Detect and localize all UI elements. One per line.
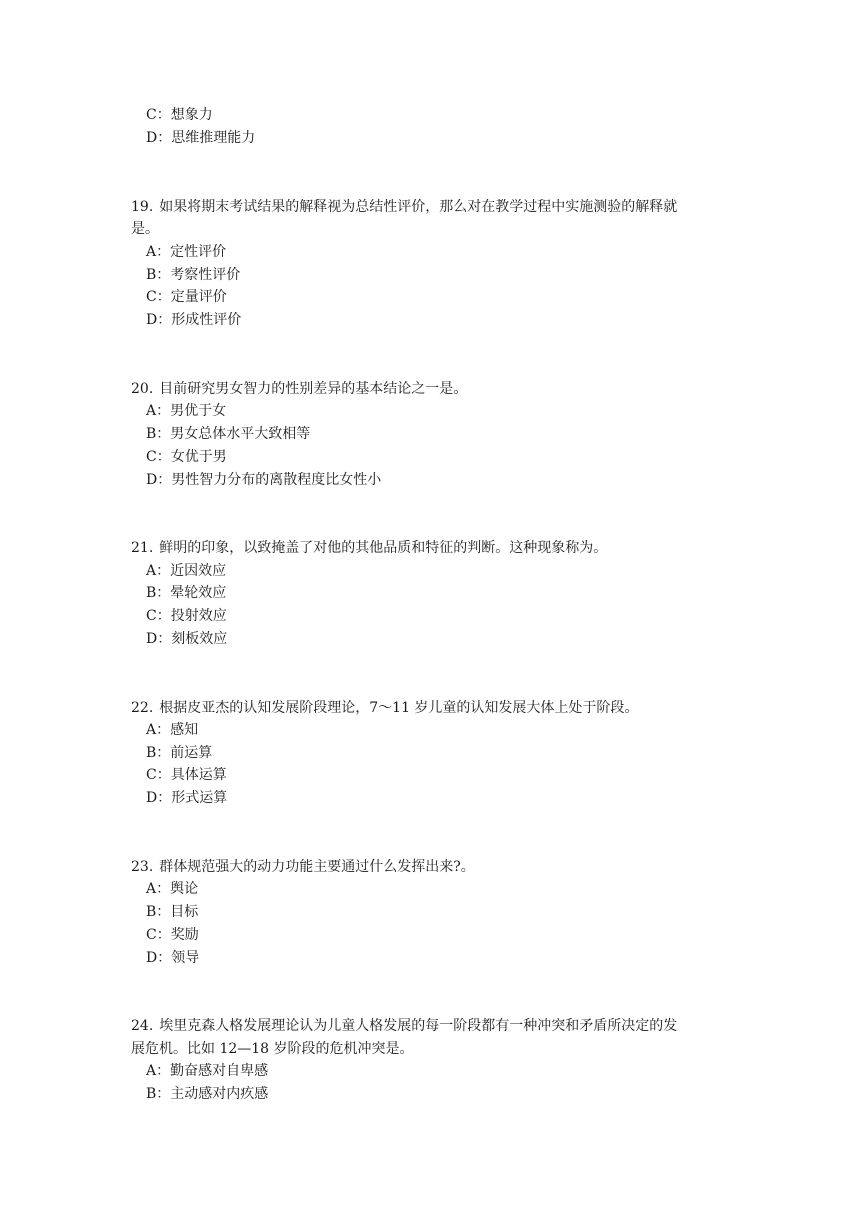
option-text: 定性评价 bbox=[170, 244, 227, 260]
option-letter: A： bbox=[146, 403, 171, 419]
option-text: 具体运算 bbox=[170, 767, 227, 783]
option-letter: D： bbox=[146, 631, 172, 647]
option-a bbox=[146, 241, 226, 263]
question-text: 鲜明的印象，以致掩盖了对他的其他品质和特征的判断。这种现象称为。 bbox=[159, 540, 608, 556]
option-text: 形成性评价 bbox=[171, 312, 242, 328]
option-c bbox=[146, 286, 227, 308]
option-b bbox=[146, 582, 226, 604]
option-letter: C： bbox=[146, 927, 171, 943]
option-letter: D： bbox=[146, 950, 172, 966]
option-text: 思维推理能力 bbox=[171, 130, 256, 146]
question-text: 是。 bbox=[131, 221, 159, 237]
option-letter: A： bbox=[146, 1063, 171, 1079]
option-letter: B： bbox=[146, 267, 171, 283]
option-letter: B： bbox=[146, 1086, 171, 1102]
option-text: 女优于男 bbox=[170, 449, 227, 465]
option-letter: A： bbox=[146, 244, 171, 260]
question-text-line bbox=[131, 697, 638, 719]
option-text: 考察性评价 bbox=[170, 267, 241, 283]
option-letter: A： bbox=[146, 881, 171, 897]
option-letter: D： bbox=[146, 312, 172, 328]
question-text-line bbox=[131, 856, 475, 878]
option-text: 定量评价 bbox=[170, 289, 227, 305]
option-text: 刻板效应 bbox=[171, 631, 228, 647]
option-text: 形式运算 bbox=[171, 790, 228, 806]
option-d bbox=[146, 309, 241, 331]
question-text: 展危机。比如 12—18 岁阶段的危机冲突是。 bbox=[131, 1041, 414, 1057]
question-number: 19. bbox=[131, 199, 154, 215]
option-text: 近因效应 bbox=[170, 563, 227, 579]
option-c bbox=[146, 104, 213, 126]
question-text-line bbox=[131, 1038, 414, 1060]
option-text: 投射效应 bbox=[170, 608, 227, 624]
option-b bbox=[146, 423, 310, 445]
question-number: 22. bbox=[131, 700, 154, 716]
option-b bbox=[146, 901, 198, 923]
question-number: 24. bbox=[131, 1018, 154, 1034]
option-letter: B： bbox=[146, 426, 171, 442]
question-text: 群体规范强大的动力功能主要通过什么发挥出来?。 bbox=[159, 859, 475, 875]
option-letter: D： bbox=[146, 130, 172, 146]
option-b bbox=[146, 1083, 268, 1105]
option-text: 奖励 bbox=[170, 927, 199, 943]
option-text: 舆论 bbox=[170, 881, 199, 897]
option-d bbox=[146, 787, 227, 809]
option-text: 晕轮效应 bbox=[170, 585, 227, 601]
question-text-line bbox=[131, 378, 467, 400]
option-text: 男优于女 bbox=[170, 403, 227, 419]
question-text-line bbox=[131, 537, 607, 559]
option-text: 想象力 bbox=[170, 107, 213, 123]
option-d bbox=[146, 628, 227, 650]
option-letter: C： bbox=[146, 107, 171, 123]
question-number: 23. bbox=[131, 859, 154, 875]
option-a bbox=[146, 878, 198, 900]
option-b bbox=[146, 264, 240, 286]
option-d bbox=[146, 127, 255, 149]
question-text-line bbox=[131, 218, 159, 240]
option-letter: A： bbox=[146, 722, 171, 738]
option-c bbox=[146, 924, 199, 946]
question-number: 20. bbox=[131, 381, 154, 397]
option-d bbox=[146, 469, 381, 491]
question-text: 如果将期末考试结果的解释视为总结性评价，那么对在教学过程中实施测验的解释就 bbox=[159, 199, 678, 215]
option-text: 男性智力分布的离散程度比女性小 bbox=[171, 472, 382, 488]
question-text: 目前研究男女智力的性别差异的基本结论之一是。 bbox=[159, 381, 468, 397]
question-text-line bbox=[131, 1015, 677, 1037]
option-letter: D： bbox=[146, 472, 172, 488]
option-letter: C： bbox=[146, 289, 171, 305]
option-text: 感知 bbox=[170, 722, 199, 738]
option-c bbox=[146, 605, 227, 627]
option-letter: A： bbox=[146, 563, 171, 579]
option-a bbox=[146, 1060, 268, 1082]
option-text: 男女总体水平大致相等 bbox=[170, 426, 311, 442]
option-a bbox=[146, 400, 226, 422]
option-d bbox=[146, 947, 199, 969]
option-text: 领导 bbox=[171, 950, 200, 966]
option-a bbox=[146, 719, 198, 741]
option-b bbox=[146, 742, 212, 764]
option-letter: B： bbox=[146, 585, 171, 601]
option-letter: C： bbox=[146, 608, 171, 624]
option-text: 目标 bbox=[170, 904, 199, 920]
option-a bbox=[146, 560, 226, 582]
question-text: 根据皮亚杰的认知发展阶段理论，7～11 岁儿童的认知发展大体上处于阶段。 bbox=[159, 700, 639, 716]
option-letter: C： bbox=[146, 767, 171, 783]
option-text: 主动感对内疚感 bbox=[170, 1086, 269, 1102]
option-letter: B： bbox=[146, 904, 171, 920]
option-letter: C： bbox=[146, 449, 171, 465]
option-c bbox=[146, 446, 227, 468]
option-text: 勤奋感对自卑感 bbox=[170, 1063, 269, 1079]
question-text: 埃里克森人格发展理论认为儿童人格发展的每一阶段都有一种冲突和矛盾所决定的发 bbox=[159, 1018, 678, 1034]
option-letter: B： bbox=[146, 745, 171, 761]
question-number: 21. bbox=[131, 540, 154, 556]
option-c bbox=[146, 764, 227, 786]
option-text: 前运算 bbox=[170, 745, 213, 761]
question-text-line bbox=[131, 196, 677, 218]
option-letter: D： bbox=[146, 790, 172, 806]
